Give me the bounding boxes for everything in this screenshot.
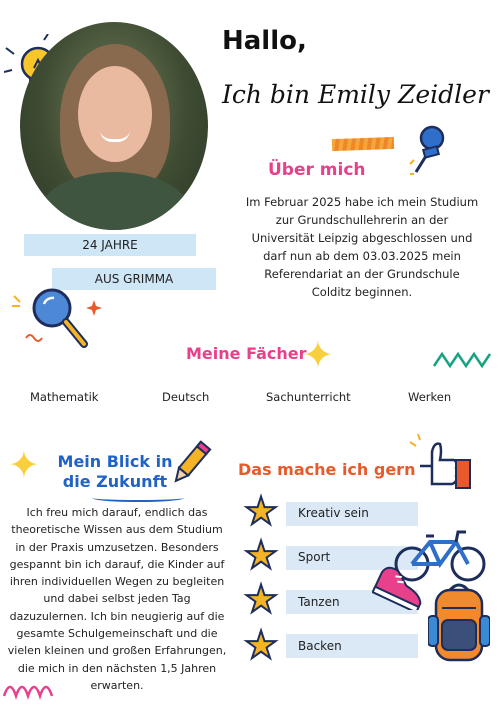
hobbies-title: Das mache ich gern bbox=[238, 460, 416, 479]
subject-item: Mathematik bbox=[30, 390, 99, 404]
future-text: Ich freu mich darauf, endlich das theoretische Wissen aus dem Studium in der Praxis umzusetzen. Besonders gespannt bin ich darauf, die Kinder auf ihren individuellen Wegen zu begleiten und dabei selbst jeden Tag dazuzulernen. Ich bin neugierig auf die gesamte Schulgemeinschaft und die vielen kleinen und großen Erfahrungen, die mich in den nächsten 1,5 Jahren erwarten. bbox=[7, 506, 227, 692]
star-icon: ★ bbox=[244, 489, 279, 533]
marker-stroke bbox=[332, 137, 394, 151]
squiggle-decoration bbox=[2, 676, 62, 702]
subject-item: Werken bbox=[408, 390, 452, 404]
zigzag-decoration bbox=[432, 348, 494, 370]
star-icon: ★ bbox=[244, 623, 279, 667]
profile-photo bbox=[20, 22, 208, 230]
about-text: Im Februar 2025 habe ich mein Studium zur Grundschullehrerin an der Universität Leipzig abgeschlossen und darf nun ab dem 03.03.2025 mein Referendariat an der Grundschule Colditz beginnen. bbox=[245, 195, 479, 299]
future-title-line2: die Zukunft bbox=[62, 472, 168, 491]
hobby-item: Kreativ sein bbox=[298, 506, 369, 520]
star-icon: ★ bbox=[244, 533, 279, 577]
future-underline bbox=[92, 494, 184, 502]
sneaker-icon bbox=[372, 562, 432, 610]
hobby-item: Sport bbox=[298, 550, 331, 564]
hobby-item: Backen bbox=[298, 639, 342, 653]
subject-item: Deutsch bbox=[162, 390, 210, 404]
sparkle-icon: ✦ bbox=[8, 443, 40, 487]
star-icon: ★ bbox=[244, 577, 279, 621]
about-title: Über mich bbox=[268, 160, 366, 180]
subjects-title: Meine Fächer bbox=[186, 344, 307, 363]
magnifier-icon bbox=[12, 282, 102, 354]
age-label: 24 JAHRE bbox=[82, 238, 138, 252]
intro-name: Ich bin Emily Zeidler bbox=[222, 80, 489, 109]
subject-item: Sachunterricht bbox=[266, 390, 351, 404]
greeting: Hallo, bbox=[222, 26, 307, 56]
pencil-icon bbox=[166, 438, 214, 490]
thumbs-up-icon bbox=[406, 430, 476, 498]
backpack-icon bbox=[428, 580, 490, 664]
future-title bbox=[50, 452, 180, 492]
hobby-item: Tanzen bbox=[298, 595, 340, 609]
sparkle-icon: ✦ bbox=[302, 333, 334, 377]
future-title-line1: Mein Blick in bbox=[57, 452, 173, 471]
city-label: AUS GRIMMA bbox=[94, 272, 174, 286]
pushpin-icon bbox=[408, 124, 450, 180]
